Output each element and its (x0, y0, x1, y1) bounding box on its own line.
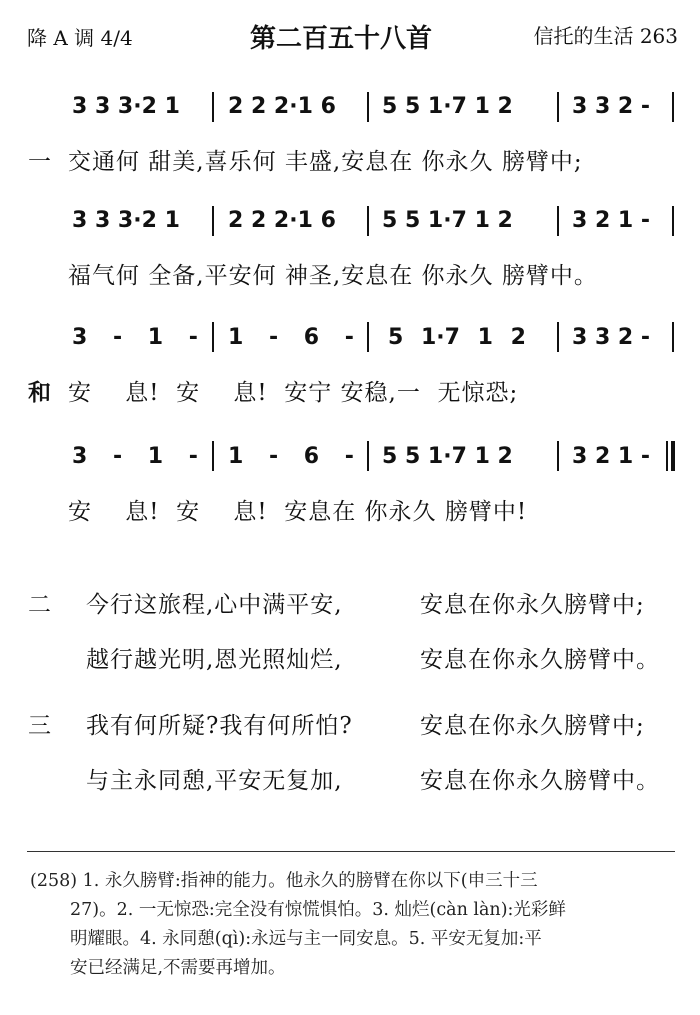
barline (557, 441, 559, 471)
measure-1: 3 - 1 - (72, 325, 198, 350)
barline (367, 92, 369, 122)
measure-3: 5 5 1·7 1 2 (382, 444, 513, 469)
measure-3: 5 5 1·7 1 2 (382, 208, 513, 233)
hymn-title: 第二百五十八首 (250, 24, 433, 54)
barline (212, 92, 214, 122)
measure-1: 3 3 3·2 1 (72, 208, 180, 233)
measure-4: 3 2 1 - (572, 208, 651, 233)
barline (212, 206, 214, 236)
verse-line: 我有何所疑?我有何所怕? (86, 713, 353, 739)
verse-line: 与主永同憩,平安无复加, (86, 768, 343, 794)
measure-1: 3 - 1 - (72, 444, 198, 469)
key-signature: 降 A 调 4/4 (27, 26, 133, 50)
verse-refrain: 安息在你永久膀臂中。 (420, 647, 660, 673)
footnote-line: 27)。2. 一无惊恐:完全没有惊慌惧怕。3. 灿烂(càn làn):光彩鲜 (70, 900, 566, 920)
verse-label: 三 (28, 713, 52, 739)
verse-line: 今行这旅程,心中满平安, (86, 592, 343, 618)
measure-2: 2 2 2·1 6 (228, 208, 336, 233)
barline (672, 206, 674, 236)
measure-4: 3 3 2 - (572, 325, 651, 350)
measure-2: 2 2 2·1 6 (228, 94, 336, 119)
lyric-line: 安 息! 安 息! 安宁 安稳,一 无惊恐; (68, 380, 519, 406)
refrain-label: 和 (28, 379, 51, 406)
lyric-line: 交通何 甜美,喜乐何 丰盛,安息在 你永久 膀臂中; (68, 149, 583, 175)
barline (367, 206, 369, 236)
barline (672, 322, 674, 352)
barline (212, 322, 214, 352)
measure-3: 5 1·7 1 2 (388, 325, 526, 350)
footnote (30, 867, 672, 983)
footnote-line: (258) 1. 永久膀臂:指神的能力。他永久的膀臂在你以下(申三十三 (30, 871, 538, 891)
barline (672, 92, 674, 122)
verse-refrain: 安息在你永久膀臂中。 (420, 768, 660, 794)
hymn-subtitle: 信托的生活 263 (533, 24, 678, 48)
measure-4: 3 3 2 - (572, 94, 651, 119)
final-barline-thick (671, 441, 675, 471)
measure-2: 1 - 6 - (228, 325, 354, 350)
verse-refrain: 安息在你永久膀臂中; (420, 592, 645, 618)
final-barline-thin (666, 441, 668, 471)
footnote-line: 明耀眼。4. 永同憩(qì):永远与主一同安息。5. 平安无复加:平 (70, 929, 542, 949)
verse-label: 二 (28, 592, 52, 618)
lyric-line: 福气何 全备,平安何 神圣,安息在 你永久 膀臂中。 (68, 263, 598, 289)
footnote-line: 安已经满足,不需要再增加。 (70, 958, 286, 978)
measure-1: 3 3 3·2 1 (72, 94, 180, 119)
barline (557, 322, 559, 352)
lyric-line: 安 息! 安 息! 安息在 你永久 膀臂中! (68, 499, 528, 525)
measure-3: 5 5 1·7 1 2 (382, 94, 513, 119)
measure-2: 1 - 6 - (228, 444, 354, 469)
footnote-divider (27, 851, 675, 852)
stanza-label: 一 (28, 149, 51, 175)
measure-4: 3 2 1 - (572, 444, 651, 469)
barline (367, 322, 369, 352)
barline (557, 206, 559, 236)
barline (367, 441, 369, 471)
barline (212, 441, 214, 471)
barline (557, 92, 559, 122)
verse-line: 越行越光明,恩光照灿烂, (86, 647, 343, 673)
verse-refrain: 安息在你永久膀臂中; (420, 713, 645, 739)
